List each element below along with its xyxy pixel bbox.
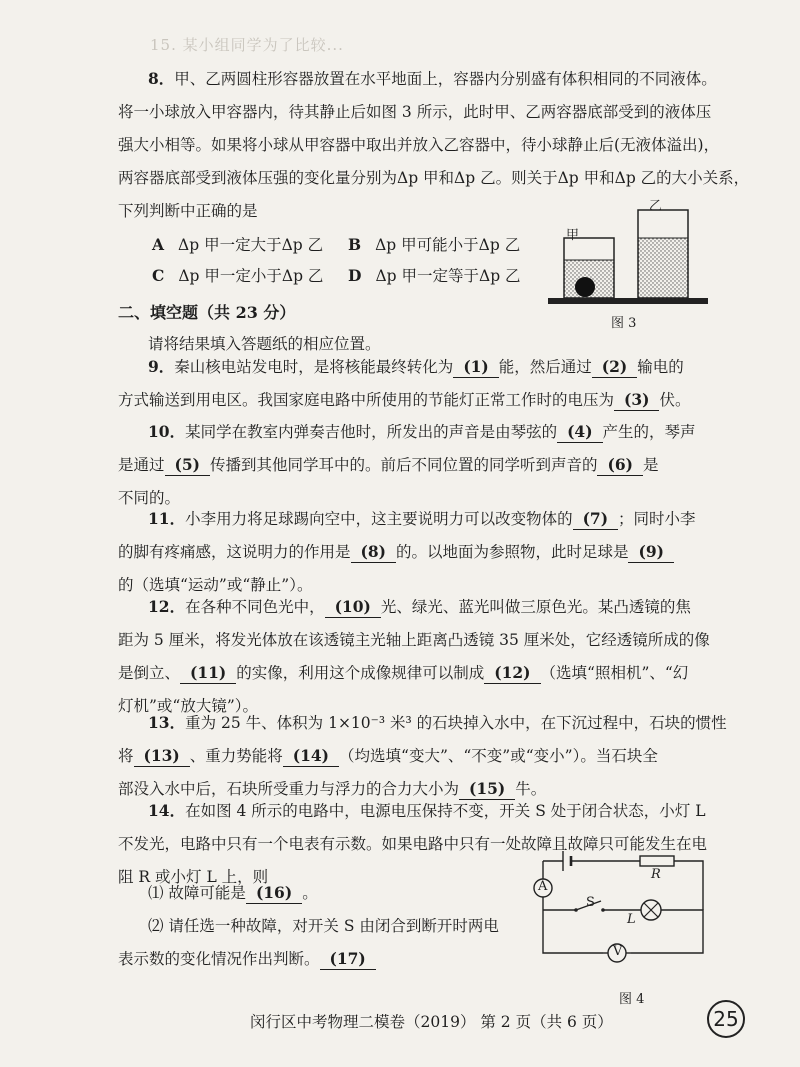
blank-15[interactable]: (15)	[459, 779, 515, 800]
bleed-through-text: 15. 某小组同学为了比较...	[150, 36, 344, 54]
figure-4-caption: 图 4	[619, 992, 645, 1007]
section-title: 二、填空题（共 23 分）	[118, 303, 296, 322]
ground	[548, 298, 708, 304]
blank-1[interactable]: (1)	[453, 357, 498, 378]
blank-12[interactable]: (12)	[484, 663, 540, 684]
blank-4[interactable]: (4)	[557, 422, 602, 443]
option-a[interactable]: A Δp 甲一定大于Δp 乙	[152, 235, 324, 254]
question-14-part-2-end: 表示数的变化情况作出判断。 (17)	[118, 943, 498, 976]
question-14-parts: ⑴ 故障可能是 (16) 。 ⑵ 请任选一种故障，对开关 S 由闭合到断开时两电	[148, 883, 499, 935]
label-jia: 甲	[566, 228, 580, 243]
resistor-r	[640, 856, 674, 866]
question-10: 10．某同学在教室内弹奏吉他时，所发出的声音是由琴弦的 (4) 产生的，琴声 是通过 (5) 传播到其他同学耳中的。前后不同位置的同学听到声音的 (6) 是 不同的。	[118, 422, 696, 507]
option-b[interactable]: B Δp 甲可能小于Δp 乙	[348, 235, 521, 254]
question-14: 14．在如图 4 所示的电路中，电源电压保持不变，开关 S 处于闭合状态，小灯 L 不发光，电路中只有一个电表有示数。如果电路中只有一处故障且故障只可能发生在电 阻 R 或小灯 L 上，则	[118, 801, 708, 886]
question-13: 13．重为 25 牛、体积为 1×10⁻³ 米³ 的石块掉入水中，在下沉过程中，石块的惯性 将 (13) 、重力势能将 (14) （均选填“变大”、“不变”或“变小”）。当石块全 部没入水中后，石块所受重力与浮力的合力大小为 (15) 牛。	[118, 713, 727, 798]
figure-4-circuit	[515, 845, 715, 980]
blank-10[interactable]: (10)	[325, 597, 381, 618]
question-11: 11．小李用力将足球踢向空中，这主要说明力可以改变物体的 (7) ；同时小李 的脚有疼痛感，这说明力的作用是 (8) 的。以地面为参照物，此时足球是 (9) 的（选填“运动”或“静止”）。	[118, 509, 696, 594]
blank-9[interactable]: (9)	[628, 542, 673, 563]
figure-3-caption: 图 3	[611, 316, 637, 331]
page-number-badge: 25	[707, 1000, 745, 1038]
question-8: 8．甲、乙两圆柱形容器放置在水平地面上，容器内分别盛有体积相同的不同液体。 将一小球放入甲容器内，待其静止后如图 3 所示，此时甲、乙两容器底部受到的液体压 强大小相等。如果将小球从甲容器中取出并放入乙容器中，待小球静止后(无液体溢出)， 两容器底部受到液体压强的变化量分别为Δp 甲和Δp 乙。则关于Δp 甲和Δp 乙的大小关系， 下列判断中正确的是	[118, 69, 750, 220]
resistor-label: R	[651, 867, 661, 882]
blank-11[interactable]: (11)	[180, 663, 236, 684]
label-yi: 乙	[649, 199, 663, 214]
question-number: 8．	[148, 69, 175, 88]
question-9: 9．秦山核电站发电时，是将核能最终转化为 (1) 能，然后通过 (2) 输电的 方式输送到用电区。我国家庭电路中所使用的节能灯正常工作时的电压为 (3) 伏。	[118, 357, 691, 409]
blank-17[interactable]: (17)	[320, 949, 376, 970]
question-12: 12．在各种不同色光中， (10) 光、绿光、蓝光叫做三原色光。某凸透镜的焦 距为 5 厘米，将发光体放在该透镜主光轴上距离凸透镜 35 厘米处，它经透镜所成的像 是倒立、 (11) 的实像，利用这个成像规律可以制成 (12) （选填“照相机”、“幻 灯机”或“放大镜”）。	[118, 597, 710, 715]
option-c[interactable]: C Δp 甲一定小于Δp 乙	[152, 266, 324, 285]
ball	[575, 277, 595, 297]
switch-label: S	[586, 895, 595, 910]
blank-7[interactable]: (7)	[573, 509, 618, 530]
blank-16[interactable]: (16)	[246, 883, 302, 904]
yi-liquid	[638, 238, 688, 298]
page-footer: 闵行区中考物理二模卷（2019） 第 2 页（共 6 页）	[250, 1013, 613, 1031]
blank-8[interactable]: (8)	[351, 542, 396, 563]
blank-3[interactable]: (3)	[614, 390, 659, 411]
blank-14[interactable]: (14)	[283, 746, 339, 767]
ammeter-label: A	[538, 879, 548, 894]
blank-6[interactable]: (6)	[597, 455, 642, 476]
blank-13[interactable]: (13)	[134, 746, 190, 767]
voltmeter-label: V	[613, 944, 623, 959]
option-d[interactable]: D Δp 甲一定等于Δp 乙	[348, 266, 521, 285]
blank-5[interactable]: (5)	[165, 455, 210, 476]
blank-2[interactable]: (2)	[592, 357, 637, 378]
section-note: 请将结果填入答题纸的相应位置。	[148, 335, 381, 353]
lamp-label: L	[627, 912, 636, 927]
